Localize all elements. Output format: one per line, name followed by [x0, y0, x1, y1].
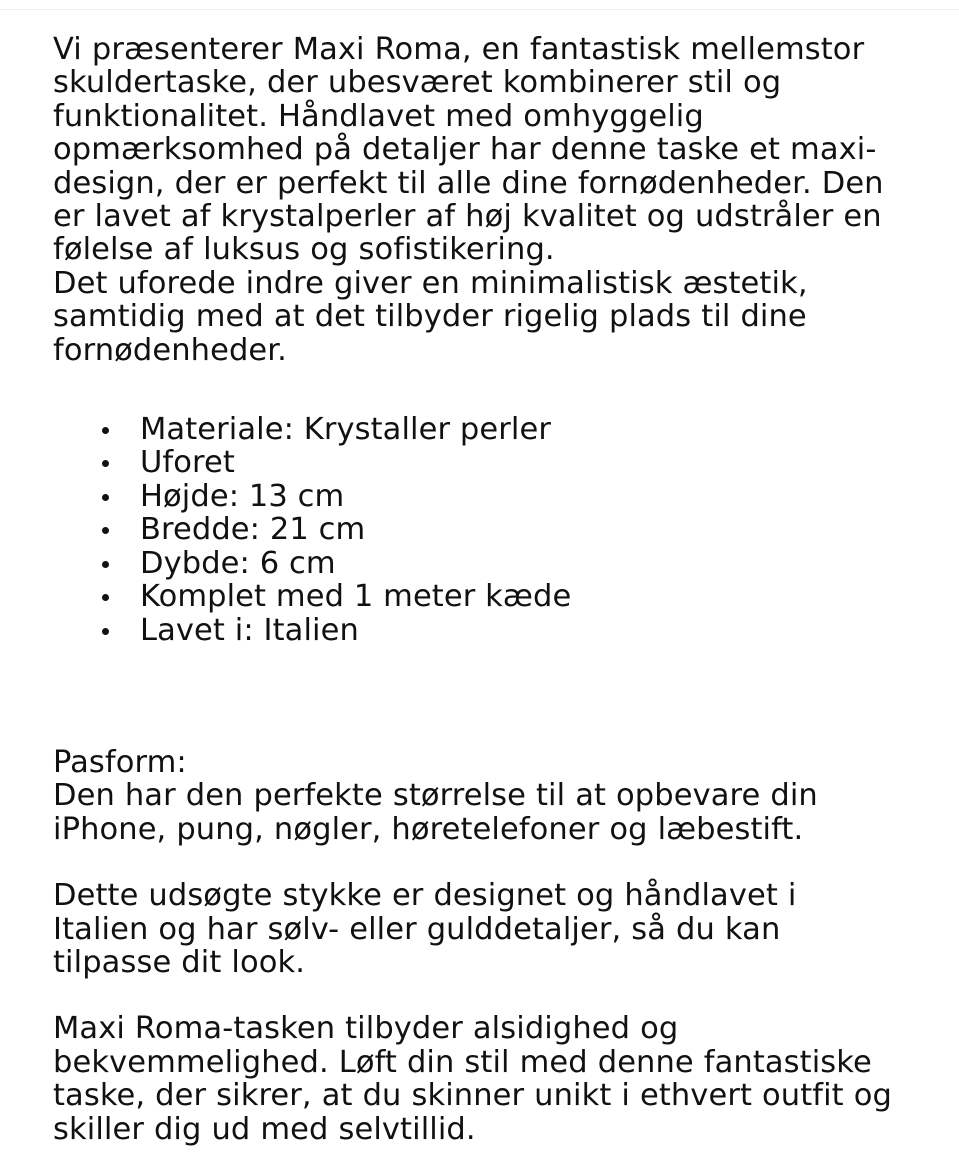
list-item-label: Dybde: 6 cm: [140, 545, 336, 581]
spacer-before-closing: [53, 979, 899, 1012]
list-item: [53, 446, 899, 479]
list-item: [53, 513, 899, 546]
bullet-icon: [102, 594, 109, 601]
spacer-before-fit-section-2: [53, 713, 899, 746]
list-item: [53, 480, 899, 513]
bullet-icon: [102, 628, 109, 635]
fit-heading: Pasform:: [53, 744, 187, 780]
bullet-icon: [102, 527, 109, 534]
list-item-label: Materiale: Krystaller perler: [140, 412, 551, 448]
list-item-label: Komplet med 1 meter kæde: [140, 579, 572, 615]
list-item: [53, 580, 899, 613]
intro-paragraph-2: Det uforede indre giver en minimalistisk æstetik, samtidig med at det tilbyder rigelig plads til dine fornødenheder.: [53, 265, 808, 368]
spacer-before-spec-list: [53, 367, 899, 413]
intro-paragraph-1: Vi præsenterer Maxi Roma, en fantastisk mellemstor skuldertaske, der ubesværet kombinerer stil og funktionalitet. Håndlavet med omhyggelig opmærksomhed på detaljer har denne taske et maxi-design, der er perfekt til alle dine fornødenheder. Den er lavet af krystalperler af høj kvalitet og udstråler en følelse af luksus og sofistikering.: [53, 32, 884, 268]
bullet-icon: [102, 460, 109, 467]
spacer-before-craft: [53, 846, 899, 879]
spec-list: [53, 413, 899, 647]
list-item: [53, 547, 899, 580]
list-item-label: Højde: 13 cm: [140, 478, 345, 514]
list-item: [53, 614, 899, 647]
bullet-icon: [102, 427, 109, 434]
list-item-label: Bredde: 21 cm: [140, 512, 366, 548]
craft-body: Dette udsøgte stykke er designet og håndlavet i Italien og har sølv- eller gulddetaljer, så du kan tilpasse dit look.: [53, 878, 797, 980]
spacer-before-fit-section: [53, 647, 899, 713]
top-divider: [0, 9, 959, 10]
list-item: [53, 413, 899, 446]
bullet-icon: [102, 561, 109, 568]
list-item-label: Lavet i: Italien: [140, 612, 359, 648]
bullet-icon: [102, 494, 109, 501]
description-content: [53, 33, 899, 1146]
list-item-label: Uforet: [140, 445, 235, 481]
fit-body: Den har den perfekte størrelse til at opbevare din iPhone, pung, nøgler, høretelefoner og læbestift.: [53, 778, 818, 847]
closing-body: Maxi Roma-tasken tilbyder alsidighed og bekvemmelighed. Løft din stil med denne fantastiske taske, der sikrer, at du skinner unikt i ethvert outfit og skiller dig ud med selvtillid.: [53, 1011, 892, 1147]
